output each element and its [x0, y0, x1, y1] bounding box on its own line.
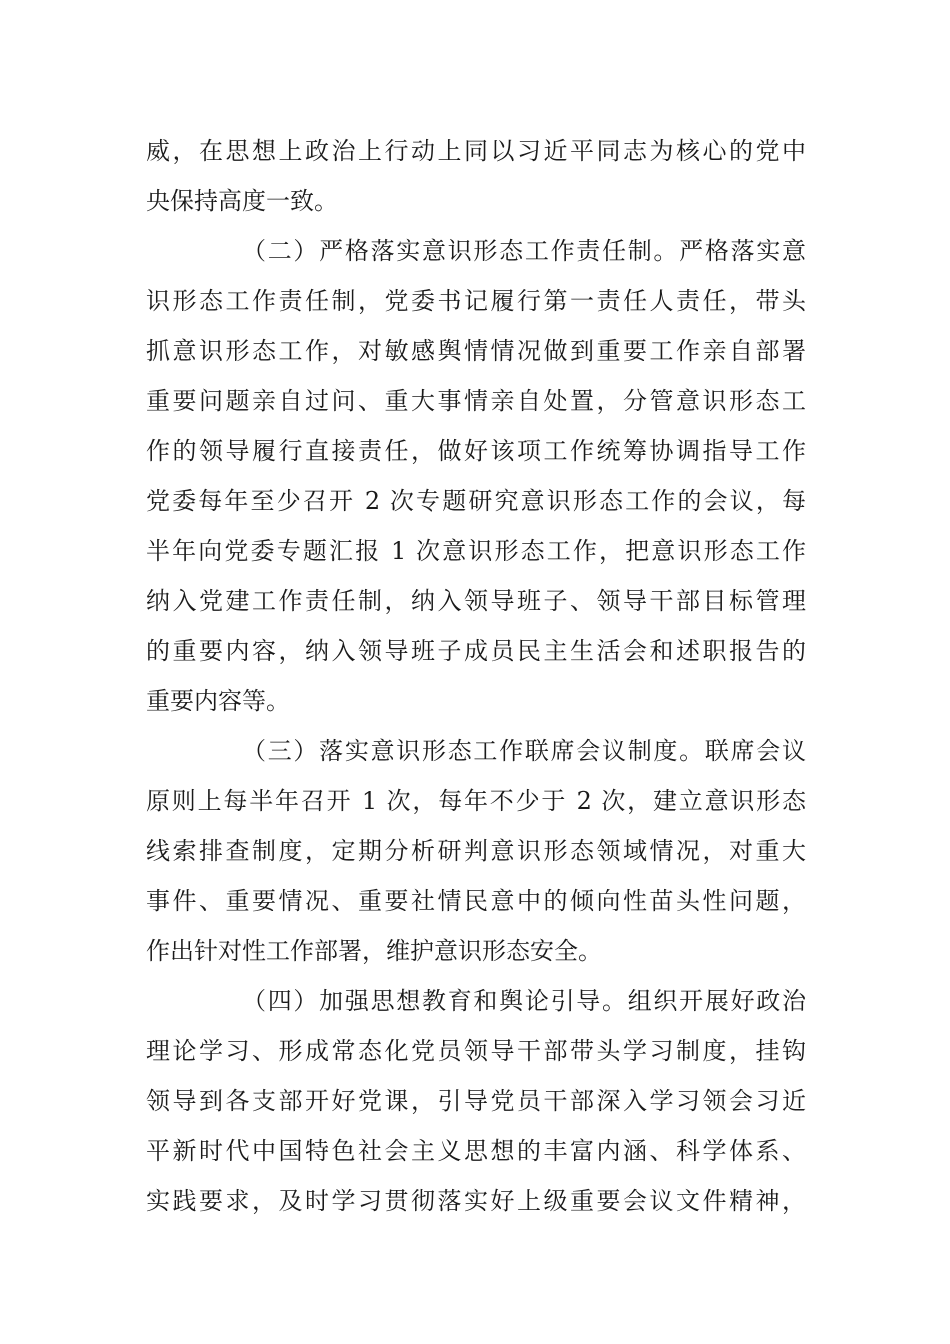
text-line: 平新时代中国特色社会主义思想的丰富内涵、科学体系、: [146, 1137, 806, 1165]
text-line: 威，在思想上政治上行动上同以习近平同志为核心的党中: [146, 137, 806, 165]
text-line: 理论学习、形成常态化党员领导干部带头学习制度，挂钩: [146, 1037, 806, 1065]
paragraph-section-4: [146, 976, 806, 1226]
text-line: 的重要内容，纳入领导班子成员民主生活会和述职报告的: [146, 637, 806, 665]
text-line: 半年向党委专题汇报 1 次意识形态工作，把意识形态工作: [146, 537, 806, 565]
section-heading-line: （三）落实意识形态工作联席会议制度。联席会议: [242, 737, 806, 765]
text-line: 重要内容等。: [146, 687, 290, 715]
text-line: 抓意识形态工作，对敏感舆情情况做到重要工作亲自部署: [146, 337, 806, 365]
text-line: 作的领导履行直接责任，做好该项工作统筹协调指导工作: [146, 437, 806, 465]
text-line: 纳入党建工作责任制，纳入领导班子、领导干部目标管理: [146, 587, 806, 615]
text-line: 领导到各支部开好党课，引导党员干部深入学习领会习近: [146, 1087, 806, 1115]
document-body: [146, 126, 806, 1226]
text-line: 作出针对性工作部署，维护意识形态安全。: [146, 937, 602, 965]
paragraph-section-2: [146, 226, 806, 726]
text-line: 线索排查制度，定期分析研判意识形态领域情况，对重大: [146, 837, 806, 865]
section-heading-line: （四）加强思想教育和舆论引导。组织开展好政治: [242, 987, 806, 1015]
text-line: 央保持高度一致。: [146, 187, 338, 215]
text-line: 党委每年至少召开 2 次专题研究意识形态工作的会议，每: [146, 487, 806, 515]
text-line: 实践要求，及时学习贯彻落实好上级重要会议文件精神，: [146, 1187, 806, 1215]
text-line: 事件、重要情况、重要社情民意中的倾向性苗头性问题，: [146, 887, 806, 915]
text-line: 识形态工作责任制，党委书记履行第一责任人责任，带头: [146, 287, 806, 315]
text-line: 原则上每半年召开 1 次，每年不少于 2 次，建立意识形态: [146, 787, 806, 815]
paragraph-section-3: [146, 726, 806, 976]
section-heading-line: （二）严格落实意识形态工作责任制。严格落实意: [242, 237, 806, 265]
text-line: 重要问题亲自过问、重大事情亲自处置，分管意识形态工: [146, 387, 806, 415]
paragraph-continuation: [146, 126, 806, 226]
